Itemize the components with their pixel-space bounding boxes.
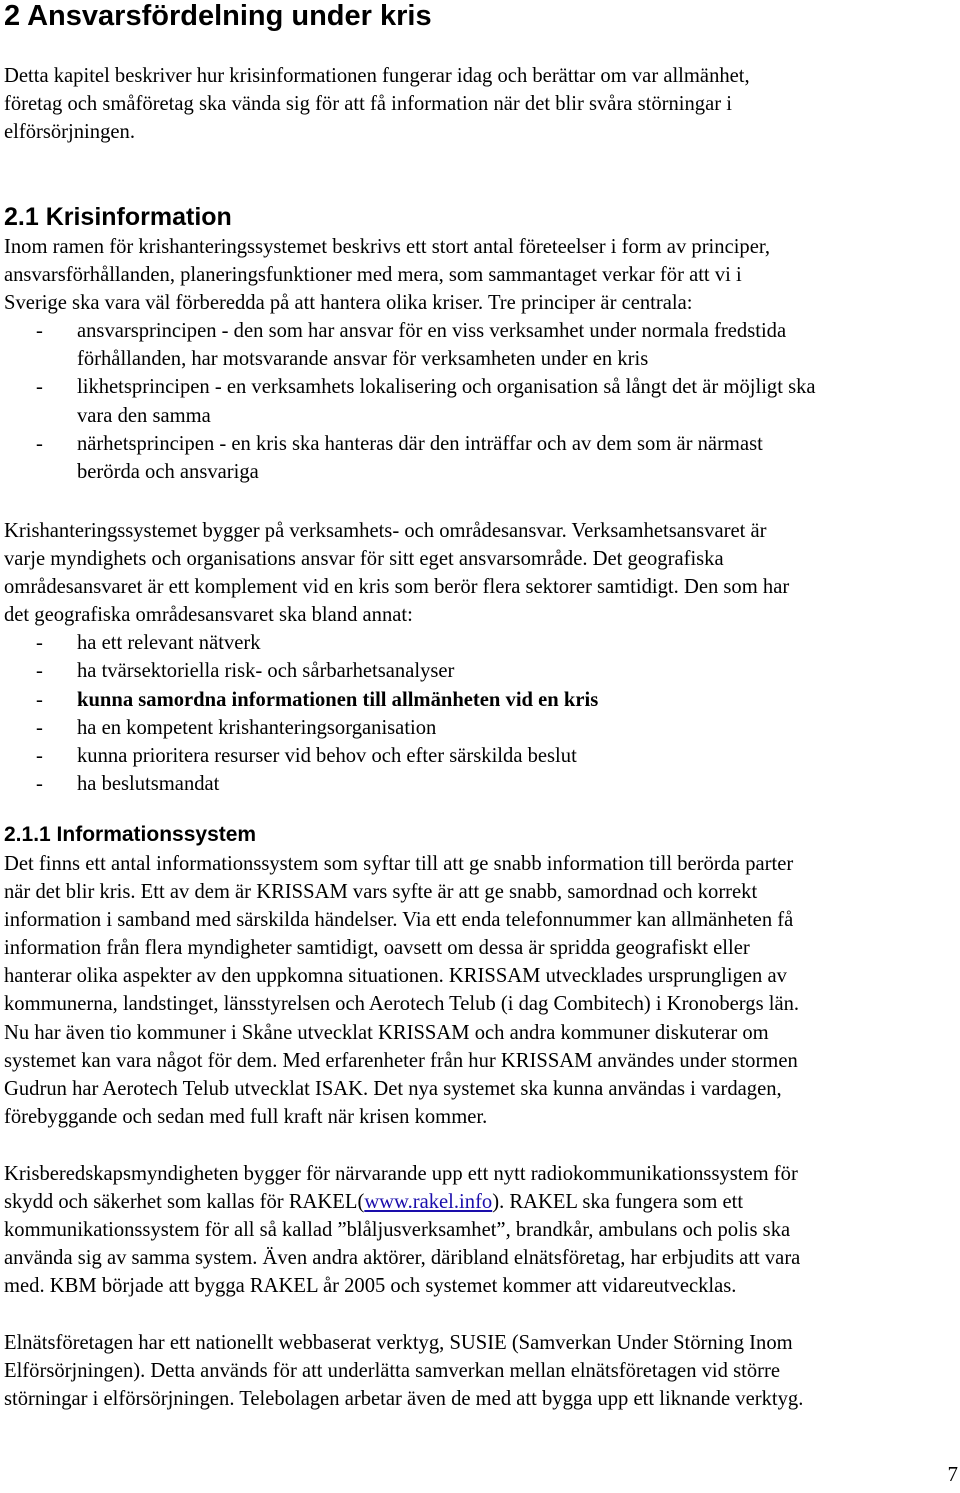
rakel-link[interactable]: www.rakel.info <box>364 1191 493 1214</box>
text-line: använda sig av samma system. Även andra aktörer, däribland elnätsföretag, har erbjudits att vara <box>4 1247 801 1270</box>
principles-list <box>4 317 956 486</box>
list-dash: - <box>36 688 43 711</box>
text-line: kommunerna, landstinget, länsstyrelsen och Aerotech Telub (i dag Combitech) i Kronobergs län. <box>4 993 800 1016</box>
text-line: hanterar olika aspekter av den uppkomna situationen. KRISSAM utvecklades ursprungligen av <box>4 965 787 988</box>
text-line: Nu har även tio kommuner i Skåne utvecklat KRISSAM och andra kommuner diskuterar om <box>4 1021 769 1044</box>
rakel-paragraph <box>4 1160 956 1300</box>
information-systems-paragraph <box>4 850 956 1131</box>
text-line: Krishanteringssystemet bygger på verksamhets- och områdesansvar. Verksamhetsansvaret är <box>4 520 767 542</box>
text-line: ansvarsförhållanden, planeringsfunktioner med mera, som sammantaget verkar för att vi i <box>4 264 742 287</box>
text-line: förebyggande och sedan med full kraft när krisen kommer. <box>4 1105 488 1128</box>
list-dash: - <box>36 744 43 767</box>
text-line: med. KBM började att bygga RAKEL år 2005 och systemet kommer att vidareutvecklas. <box>4 1275 737 1298</box>
list-dash: - <box>36 716 43 739</box>
list-item-continuation: berörda och ansvariga <box>77 460 259 483</box>
text-line: det geografiska områdesansvaret ska bland annat: <box>4 604 413 627</box>
intro-paragraph <box>4 62 956 146</box>
list-item-text: kunna prioritera resurser vid behov och efter särskilda beslut <box>77 744 577 767</box>
text-line: Elnätsföretagen har ett nationellt webbaserat verktyg, SUSIE (Samverkan Under Störning Inom <box>4 1332 793 1354</box>
list-item <box>4 373 956 401</box>
list-item-text: ha tvärsektoriella risk- och sårbarhetsanalyser <box>77 660 455 683</box>
text-line: störningar i elförsörjningen. Telebolagen arbetar även de med att bygga upp ett liknande verktyg. <box>4 1388 804 1411</box>
text-line: kommunikationssystem för all så kallad ”blåljusverksamhet”, brandkår, ambulans och polis ska <box>4 1219 791 1242</box>
text-line: varje myndighets och organisations ansvar för sitt eget ansvarsområde. Det geografiska <box>4 548 724 571</box>
list-dash: - <box>36 376 43 399</box>
list-item-text-bold: kunna samordna informationen till allmänheten vid en kris <box>77 688 599 711</box>
text-segment: skydd och säkerhet som kallas för RAKEL( <box>4 1191 365 1214</box>
text-line: elförsörjningen. <box>4 121 135 144</box>
text-segment: ). RAKEL ska fungera som ett <box>492 1191 744 1214</box>
list-dash: - <box>36 432 43 455</box>
list-item <box>4 770 956 798</box>
list-item-text: ha ett relevant nätverk <box>77 632 261 655</box>
text-line: Inom ramen för krishanteringssystemet beskrivs ett stort antal företeelser i form av principer, <box>4 236 771 258</box>
area-responsibility-paragraph <box>4 517 956 798</box>
list-item <box>4 686 956 714</box>
list-item <box>4 629 956 657</box>
list-item-text: likhetsprincipen - en verksamhets lokalisering och organisation så långt det är möjligt ska <box>77 376 816 399</box>
page-number: 7 <box>947 1462 958 1486</box>
text-line: Krisberedskapsmyndigheten bygger för närvarande upp ett nytt radiokommunikationssystem för <box>4 1163 798 1185</box>
susie-paragraph <box>4 1329 956 1413</box>
section-heading-2-1: 2.1 Krisinformation <box>4 203 232 231</box>
list-dash: - <box>36 632 43 655</box>
text-line: områdesansvaret är ett komplement vid en kris som berör flera sektorer samtidigt. Den som har <box>4 576 790 599</box>
text-line: Sverige ska vara väl förberedda på att hantera olika kriser. Tre principer är centrala: <box>4 292 693 315</box>
list-item <box>4 714 956 742</box>
chapter-title: 2 Ansvarsfördelning under kris <box>4 0 432 32</box>
list-item-text: ansvarsprincipen - den som har ansvar för en viss verksamhet under normala fredstida <box>77 320 787 343</box>
list-dash: - <box>36 320 43 343</box>
text-line-with-link <box>4 1188 956 1216</box>
text-line: information från flera myndigheter samtidigt, oavsett om dessa är spridda geografiskt eller <box>4 937 750 960</box>
list-dash: - <box>36 772 43 795</box>
list-item-continuation: förhållanden, har motsvarande ansvar för verksamheten under en kris <box>77 348 649 371</box>
text-line: Elförsörjningen). Detta används för att underlätta samverkan mellan elnätsföretagen vid större <box>4 1360 780 1383</box>
text-line: Detta kapitel beskriver hur krisinformationen fungerar idag och berättar om var allmänhet, <box>4 65 750 87</box>
list-item-text: närhetsprincipen - en kris ska hanteras där den inträffar och av dem som är närmast <box>77 432 763 455</box>
text-line: när det blir kris. Ett av dem är KRISSAM vars syfte är att ge snabb, samordnad och korrekt <box>4 881 758 904</box>
text-line: Det finns ett antal informationssystem som syftar till att ge snabb information till berörda parter <box>4 853 794 875</box>
section-heading-2-1-1: 2.1.1 Informationssystem <box>4 823 257 846</box>
text-line: Gudrun har Aerotech Telub utvecklat ISAK. Det nya systemet ska kunna användas i vardagen, <box>4 1077 782 1100</box>
text-line: information i samband med särskilda händelser. Via ett enda telefonnummer kan allmänheten få <box>4 909 794 932</box>
duties-list <box>4 629 956 798</box>
list-item-text: ha en kompetent krishanteringsorganisation <box>77 716 437 739</box>
list-item <box>4 657 956 685</box>
list-item-text: ha beslutsmandat <box>77 772 220 795</box>
list-dash: - <box>36 660 43 683</box>
text-line: systemet kan vara något för dem. Med erfarenheter från hur KRISSAM användes under stormen <box>4 1049 798 1072</box>
list-item <box>4 430 956 458</box>
list-item <box>4 742 956 770</box>
section-2-1-body <box>4 233 956 486</box>
list-item-continuation: vara den samma <box>77 404 211 427</box>
list-item <box>4 317 956 345</box>
text-line: företag och småföretag ska vända sig för att få information när det blir svåra störningar i <box>4 93 732 116</box>
